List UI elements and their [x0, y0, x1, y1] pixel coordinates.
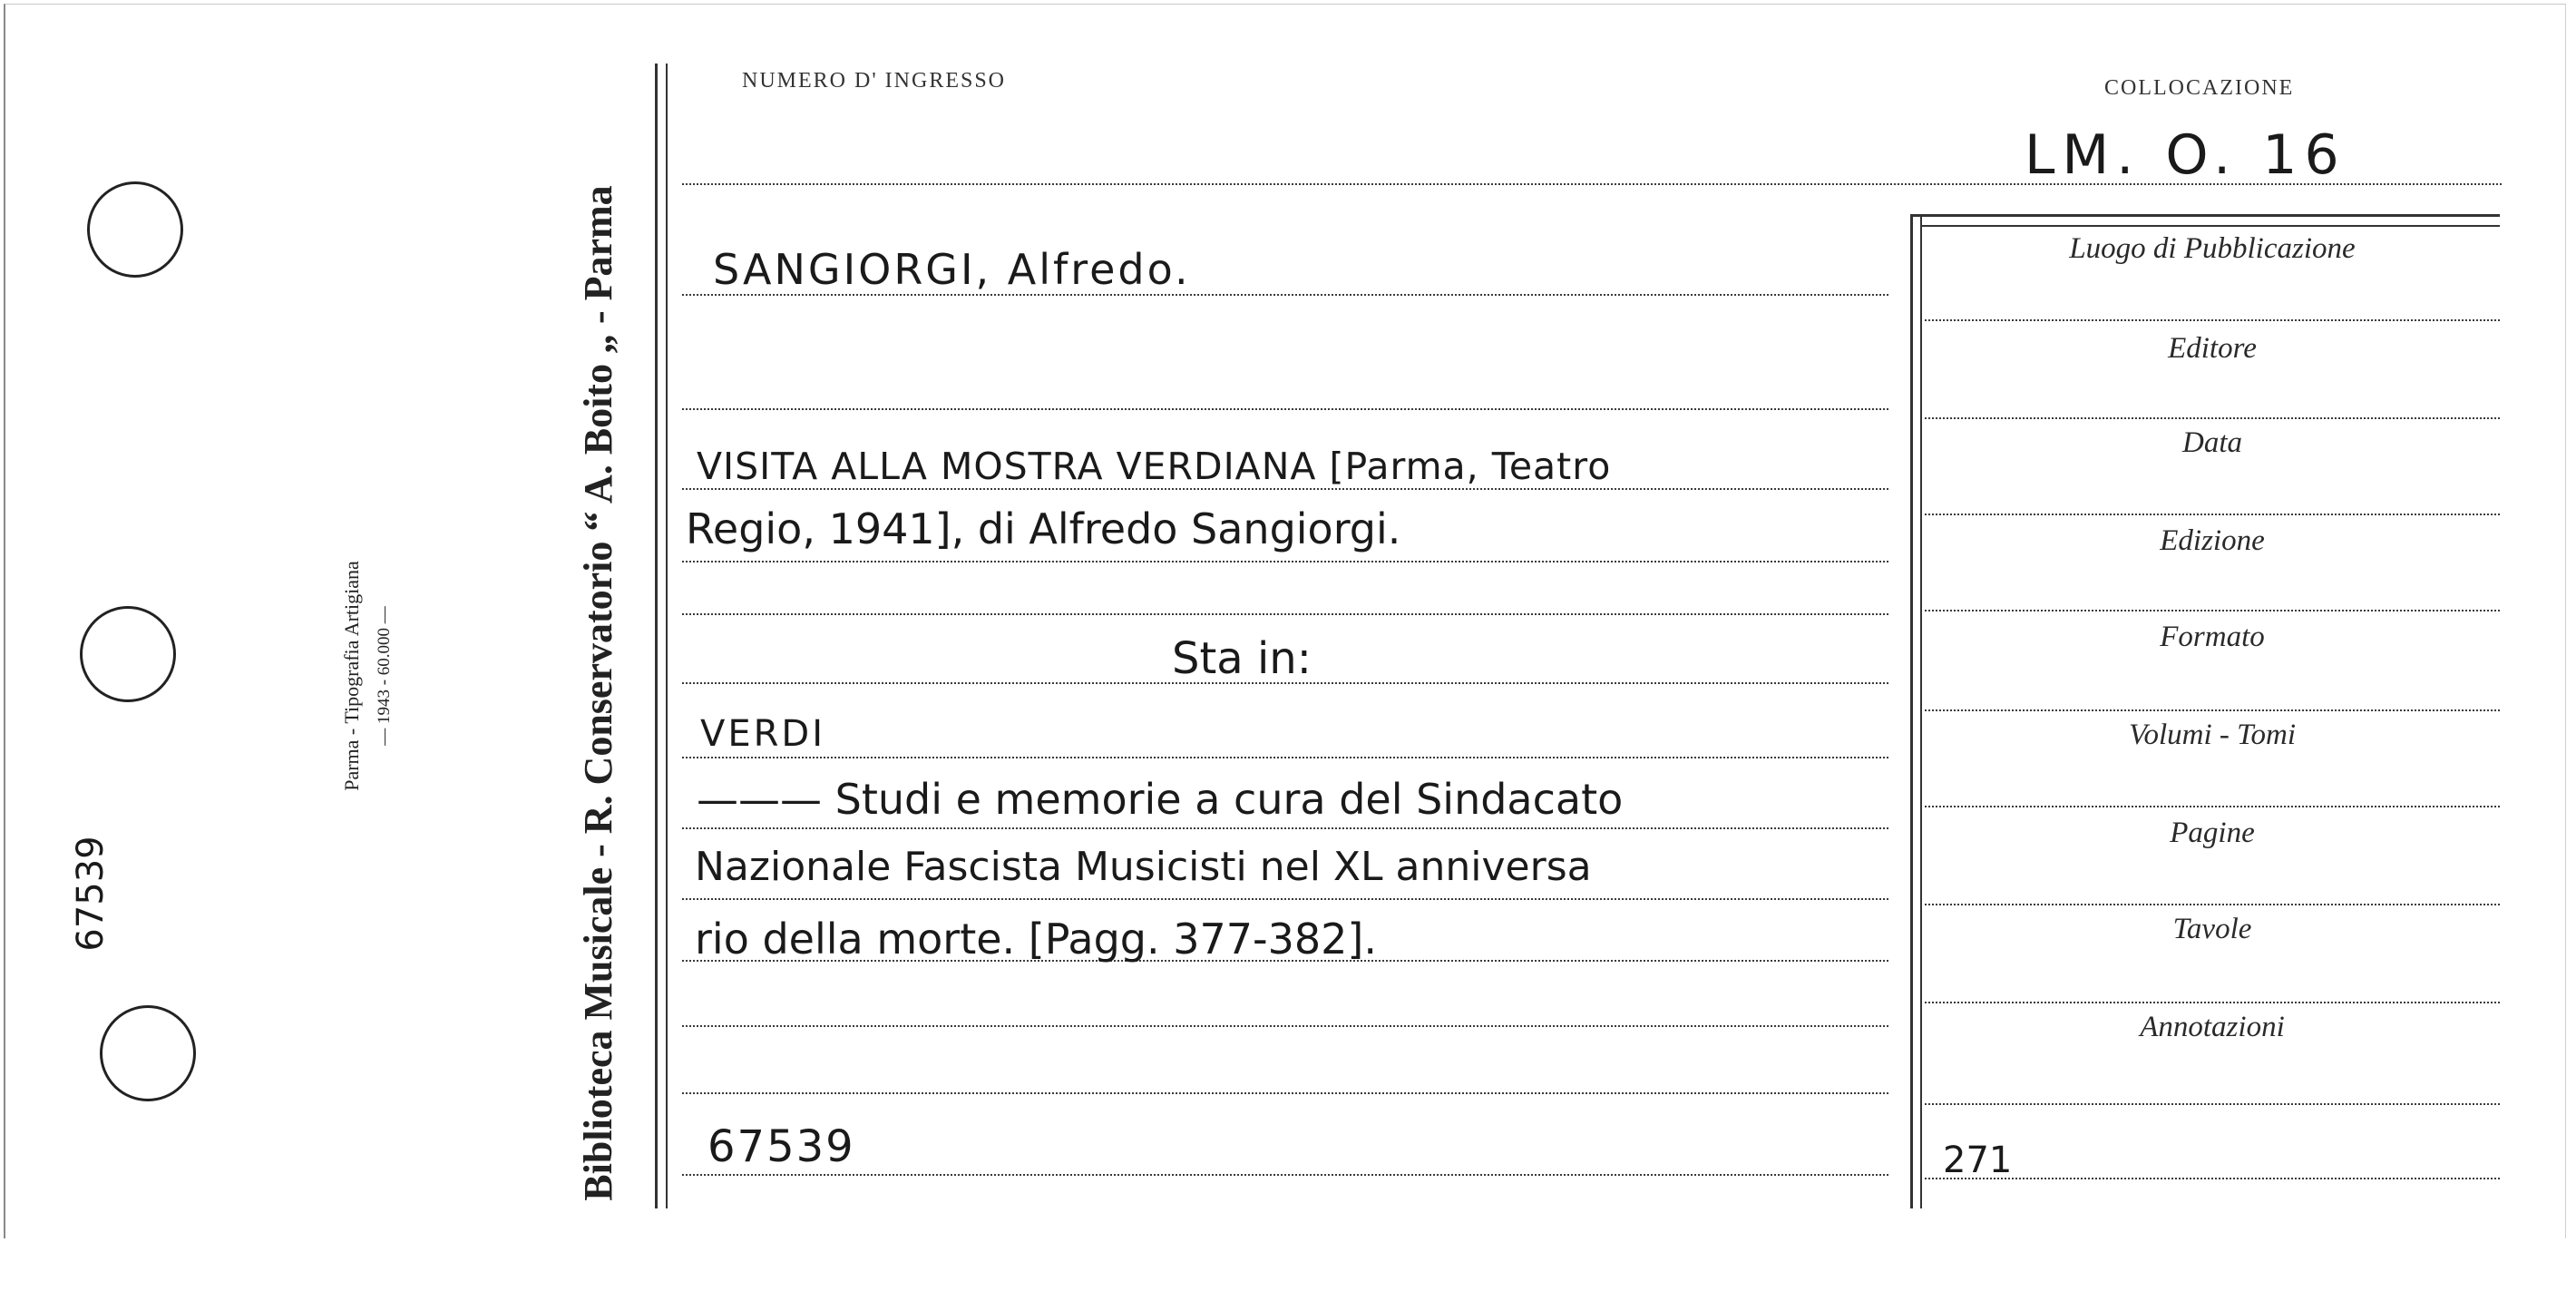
ruled-line: [682, 1092, 1888, 1094]
ruled-line: [682, 1025, 1888, 1027]
field-data-label: Data: [2182, 426, 2242, 459]
field-pagine-label: Pagine: [2170, 817, 2255, 849]
description-line-1: ——— Studi e memorie a cura del Sindacato: [697, 775, 1624, 824]
title-line-1: VISITA ALLA MOSTRA VERDIANA [Parma, Teatro: [697, 445, 1612, 488]
collocazione-label: COLLOCAZIONE: [2104, 76, 2295, 100]
description-line-2: Nazionale Fascista Musicisti nel XL anniversa: [695, 844, 1592, 890]
field-line: [1925, 1103, 2500, 1105]
ruled-line: [682, 408, 1888, 410]
field-line: [1925, 1002, 2500, 1003]
library-name: Biblioteca Musicale - R. Conservatorio “ A. Boito „ - Parma: [576, 185, 620, 1201]
side-handwritten-number: 67539: [70, 836, 112, 952]
field-volumi-label: Volumi - Tomi: [2129, 719, 2296, 751]
field-formato-label: Formato: [2160, 621, 2265, 653]
punch-hole-bottom: [100, 1005, 196, 1101]
field-edizione-label: Edizione: [2160, 524, 2265, 557]
sta-in-label: Sta in:: [1172, 633, 1312, 684]
numero-ingresso-label: NUMERO D' INGRESSO: [742, 69, 1007, 93]
fields-column-rule-outer: [1910, 214, 1913, 1208]
printer-line-1: Parma - Tipografia Artigiana: [340, 561, 363, 791]
ruled-line: [682, 561, 1888, 562]
punch-hole-middle: [80, 606, 176, 702]
field-line: [1925, 709, 2500, 711]
fields-column-rule-inner: [1920, 214, 1922, 1208]
author-heading: SANGIORGI, Alfredo.: [713, 245, 1191, 294]
field-editore-label: Editore: [2168, 332, 2257, 365]
collocazione-value: LM. O. 16: [2025, 123, 2347, 187]
field-annotazioni-label: Annotazioni: [2140, 1011, 2285, 1043]
ruled-line: [682, 1174, 1888, 1176]
field-line: [1925, 417, 2500, 419]
ruled-line: [682, 183, 2502, 185]
description-line-3: rio della morte. [Pagg. 377-382].: [695, 915, 1377, 964]
left-margin-rule-outer: [655, 64, 658, 1208]
punch-hole-top: [87, 181, 183, 278]
fields-top-rule-2: [1920, 225, 2500, 227]
field-line: [1925, 319, 2500, 321]
field-line: [1925, 904, 2500, 905]
field-line: [1925, 610, 2500, 611]
field-tavole-label: Tavole: [2172, 913, 2252, 945]
ruled-line: [682, 898, 1888, 900]
inventory-number: 67539: [707, 1121, 855, 1172]
title-line-2: Regio, 1941], di Alfredo Sangiorgi.: [686, 504, 1401, 553]
printer-line-2: — 1943 - 60.000 —: [375, 606, 394, 746]
left-margin-rule-inner: [666, 64, 668, 1208]
ruled-line: [682, 827, 1888, 829]
ruled-line: [682, 488, 1888, 490]
annotazioni-value: 271: [1943, 1140, 2013, 1181]
ruled-line: [682, 613, 1888, 615]
fields-top-rule-1: [1910, 214, 2500, 217]
series-title: VERDI: [700, 713, 826, 755]
ruled-line: [682, 757, 1888, 758]
printer-note: [336, 458, 417, 894]
field-line: [1925, 806, 2500, 807]
field-line: [1925, 514, 2500, 515]
ruled-line: [682, 294, 1888, 296]
field-luogo-label: Luogo di Pubblicazione: [2069, 232, 2356, 265]
